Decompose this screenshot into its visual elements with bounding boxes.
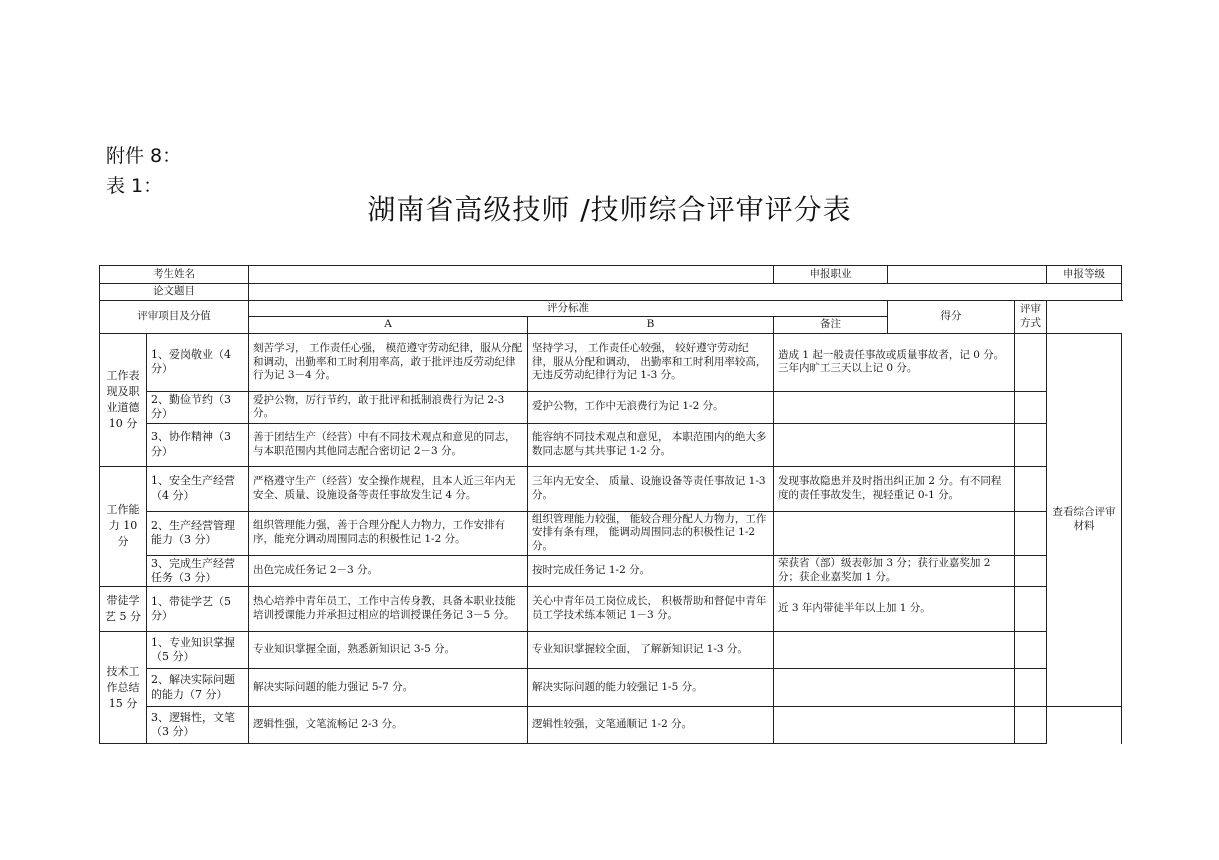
item-name: 2、生产经营管理能力（3 分） xyxy=(147,511,249,555)
criteria-a: 出色完成任务记 2－3 分。 xyxy=(249,555,528,587)
page-title: 湖南省高级技师 /技师综合评审评分表 xyxy=(367,193,852,226)
criteria-a: 组织管理能力强，善于合理分配人力物力，工作安排有序，能充分调动周围同志的积极性记 1-2 分。 xyxy=(249,511,528,555)
criteria-a: 专业知识掌握全面，熟悉新知识记 3-5 分。 xyxy=(249,632,528,669)
category-cell: 带徒学艺 5 分 xyxy=(100,587,147,632)
criteria-a: 热心培养中青年员工，工作中言传身教，具备本职业技能培训授课能力并承担过相应的培训授课任务记 3－5 分。 xyxy=(249,587,528,632)
category-cell: 工作能力 10 分 xyxy=(100,466,147,587)
score-cell[interactable] xyxy=(1015,391,1047,423)
item-name: 3、完成生产经营任务（3 分） xyxy=(147,555,249,587)
criteria-b: 坚持学习， 工作责任心较强， 较好遵守劳动纪律，服从分配和调动， 出勤率和工时利用率较高， 无违反劳动纪律行为记 1-3 分。 xyxy=(528,333,774,391)
method-header: 评审方式 xyxy=(1015,300,1047,333)
criteria-note: 造成 1 起一般责任事故或质量事故者，记 0 分。三年内旷工三天以上记 0 分。 xyxy=(774,333,1015,391)
table-row xyxy=(100,391,1122,423)
item-name: 3、协作精神（3 分） xyxy=(147,423,249,466)
item-name: 3、逻辑性，文笔（3 分） xyxy=(147,706,249,743)
criteria-note: 近 3 年内带徒半年以上加 1 分。 xyxy=(774,587,1015,632)
criteria-b: 组织管理能力较强， 能较合理分配人力物力，工作安排有条有理， 能调动周围同志的积极性记 1-2 分。 xyxy=(528,511,774,555)
col-b-header: B xyxy=(528,317,774,334)
table-row xyxy=(100,587,1122,632)
item-name: 2、勤俭节约（3 分） xyxy=(147,391,249,423)
item-name: 1、专业知识掌握（5 分） xyxy=(147,632,249,669)
score-cell[interactable] xyxy=(1015,466,1047,511)
item-name: 1、带徒学艺（5 分） xyxy=(147,587,249,632)
attachment-label: 附件 8： xyxy=(106,145,182,167)
criteria-b: 专业知识掌握较全面， 了解新知识记 1-3 分。 xyxy=(528,632,774,669)
category-cell: 工作表现及职业道德 10 分 xyxy=(100,333,147,466)
item-name: 1、安全生产经营（4 分） xyxy=(147,466,249,511)
table-number-label: 表 1： xyxy=(106,175,163,197)
criteria-b: 关心中青年员工岗位成长， 积极帮助和督促中青年员工学技术练本领记 1－3 分。 xyxy=(528,587,774,632)
items-header: 评审项目及分值 xyxy=(100,300,249,333)
criteria-header: 评分标准 xyxy=(249,300,888,317)
table-row xyxy=(100,466,1122,511)
item-name: 2、解决实际问题的能力（7 分） xyxy=(147,669,249,706)
table-row xyxy=(100,333,1122,391)
item-name: 1、爱岗敬业（4 分） xyxy=(147,333,249,391)
table-row xyxy=(100,423,1122,466)
criteria-note xyxy=(774,632,1015,669)
col-a-header: A xyxy=(249,317,528,334)
thesis-topic-label: 论文题目 xyxy=(100,284,249,301)
score-cell[interactable] xyxy=(1015,555,1047,587)
criteria-a: 刻苦学习， 工作责任心强， 模范遵守劳动纪律，服从分配和调动，出勤率和工时利用率高，敢于批评违反劳动纪律行为记 3－4 分。 xyxy=(249,333,528,391)
score-cell[interactable] xyxy=(1015,632,1047,669)
criteria-note xyxy=(774,669,1015,706)
criteria-a: 善于团结生产（经营）中有不同技术观点和意见的同志，与本职范围内其他同志配合密切记 2－3 分。 xyxy=(249,423,528,466)
table-row xyxy=(100,706,1122,743)
score-cell[interactable] xyxy=(1015,669,1047,706)
score-cell[interactable] xyxy=(1015,423,1047,466)
criteria-b: 逻辑性较强，文笔通顺记 1-2 分。 xyxy=(528,706,774,743)
criteria-a: 严格遵守生产（经营）安全操作规程，且本人近三年内无安全、质量、设施设备等责任事故发生记 4 分。 xyxy=(249,466,528,511)
criteria-b: 解决实际问题的能力较强记 1-5 分。 xyxy=(528,669,774,706)
score-cell[interactable] xyxy=(1015,511,1047,555)
table-row xyxy=(100,632,1122,669)
declared-job-label: 申报职业 xyxy=(774,266,888,284)
table-row xyxy=(100,511,1122,555)
declared-level-label: 申报等级 xyxy=(1047,266,1122,284)
criteria-b: 爱护公物，工作中无浪费行为记 1-2 分。 xyxy=(528,391,774,423)
category-cell: 技术工作总结 15 分 xyxy=(100,632,147,744)
thesis-topic-value[interactable] xyxy=(249,284,1122,301)
criteria-note: 荣获省（部）级表彰加 3 分；获行业嘉奖加 2 分；获企业嘉奖加 1 分。 xyxy=(774,555,1015,587)
candidate-name-label: 考生姓名 xyxy=(100,266,249,284)
method-cell: 查看综合评审材料 xyxy=(1047,333,1122,706)
criteria-note xyxy=(774,423,1015,466)
scoring-table xyxy=(99,265,1122,744)
candidate-name-value[interactable] xyxy=(249,266,774,284)
criteria-note xyxy=(774,391,1015,423)
table-row xyxy=(100,555,1122,587)
criteria-note xyxy=(774,706,1015,743)
criteria-b: 能容纳不同技术观点和意见， 本职范围内的绝大多数同志愿与其共事记 1-2 分。 xyxy=(528,423,774,466)
criteria-note: 发现事故隐患并及时指出纠正加 2 分。有不同程度的责任事故发生，视轻重记 0-1 分。 xyxy=(774,466,1015,511)
criteria-b: 三年内无安全、 质量、设施设备等责任事故记 1-3 分。 xyxy=(528,466,774,511)
score-cell[interactable] xyxy=(1015,587,1047,632)
col-note-header: 备注 xyxy=(774,317,888,334)
criteria-a: 解决实际问题的能力强记 5-7 分。 xyxy=(249,669,528,706)
criteria-a: 爱护公物，厉行节约，敢于批评和抵制浪费行为记 2-3 分。 xyxy=(249,391,528,423)
table-row xyxy=(100,669,1122,706)
score-header: 得分 xyxy=(888,300,1015,333)
declared-job-value[interactable] xyxy=(888,266,1047,284)
criteria-note xyxy=(774,511,1015,555)
score-cell[interactable] xyxy=(1015,333,1047,391)
score-cell[interactable] xyxy=(1015,706,1047,743)
criteria-a: 逻辑性强，文笔流畅记 2-3 分。 xyxy=(249,706,528,743)
criteria-b: 按时完成任务记 1-2 分。 xyxy=(528,555,774,587)
